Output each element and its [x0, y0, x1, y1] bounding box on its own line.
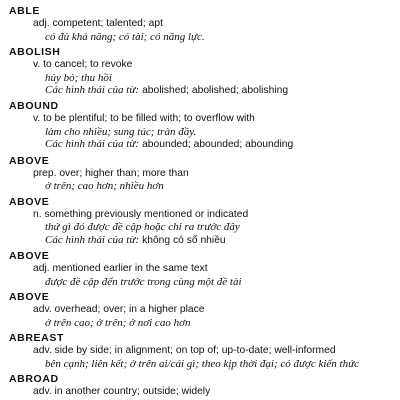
word-forms [0, 138, 400, 151]
headword: ABOLISH [9, 46, 61, 58]
headword: ABOVE [9, 250, 50, 263]
english-definition: prep. over; higher than; more than [33, 167, 189, 179]
vietnamese-translation: bên cạnh; liên kết; ở trên ai/cái gì; theo kịp thời đại; có được kiến thức [45, 357, 359, 370]
word-forms-label: Các hình thái của từ: [45, 138, 139, 151]
entry-above-adj [0, 250, 400, 288]
word-forms-value: abounded; abounded; abounding [142, 139, 294, 151]
english-definition: v. to cancel; to revoke [33, 59, 133, 70]
entry-abreast [0, 332, 400, 370]
entry-above-adv [0, 291, 400, 329]
headword: ABOVE [9, 195, 50, 208]
vietnamese-translation: ở trên cao; ở trên; ở nơi cao hơn [45, 316, 191, 329]
entry-above-prep [0, 155, 400, 193]
english-definition: adj. competent; talented; apt [33, 18, 163, 29]
entry-abolish [0, 46, 400, 97]
entry-abroad [0, 373, 400, 399]
word-forms-label: Các hình thái của từ: [45, 84, 139, 96]
entry-able [0, 5, 400, 43]
entry-above-noun [0, 196, 400, 247]
word-forms-label: Các hình thái của từ: [45, 233, 139, 246]
headword: ABREAST [9, 332, 64, 345]
english-definition: adv. overhead; over; in a higher place [33, 304, 205, 316]
headword: ABROAD [9, 373, 59, 386]
headword: ABOVE [9, 291, 50, 304]
word-forms-value: abolished; abolished; abolishing [142, 85, 289, 96]
vietnamese-translation: thứ gì đó được đề cập hoặc chỉ ra trước đây [45, 221, 240, 234]
headword: ABOUND [9, 100, 59, 113]
english-definition: adv. side by side; in alignment; on top of; up-to-date; well-informed [33, 345, 336, 357]
english-definition: adj. mentioned earlier in the same text [33, 263, 208, 275]
headword: ABOVE [9, 154, 50, 167]
english-definition: adv. in another country; outside; widely [33, 386, 211, 398]
vietnamese-translation: có đủ khả năng; có tài; có năng lực. [45, 30, 205, 43]
english-definition: v. to be plentiful; to be filled with; to overflow with [33, 113, 255, 125]
english-definition: n. something previously mentioned or indicated [33, 208, 249, 220]
word-forms [0, 234, 400, 247]
word-forms-value: không có số nhiều [142, 234, 226, 246]
vietnamese-translation: ở trên; cao hơn; nhiều hơn [45, 180, 164, 193]
headword: ABLE [9, 5, 40, 17]
vietnamese-translation: được đề cập đến trước trong cùng một đề tài [45, 275, 242, 288]
word-forms [0, 84, 400, 97]
entry-abound [0, 100, 400, 151]
vietnamese-translation: làm cho nhiều; sung túc; tràn đầy. [45, 126, 197, 138]
vietnamese-translation: hủy bỏ; thu hồi [45, 71, 112, 84]
